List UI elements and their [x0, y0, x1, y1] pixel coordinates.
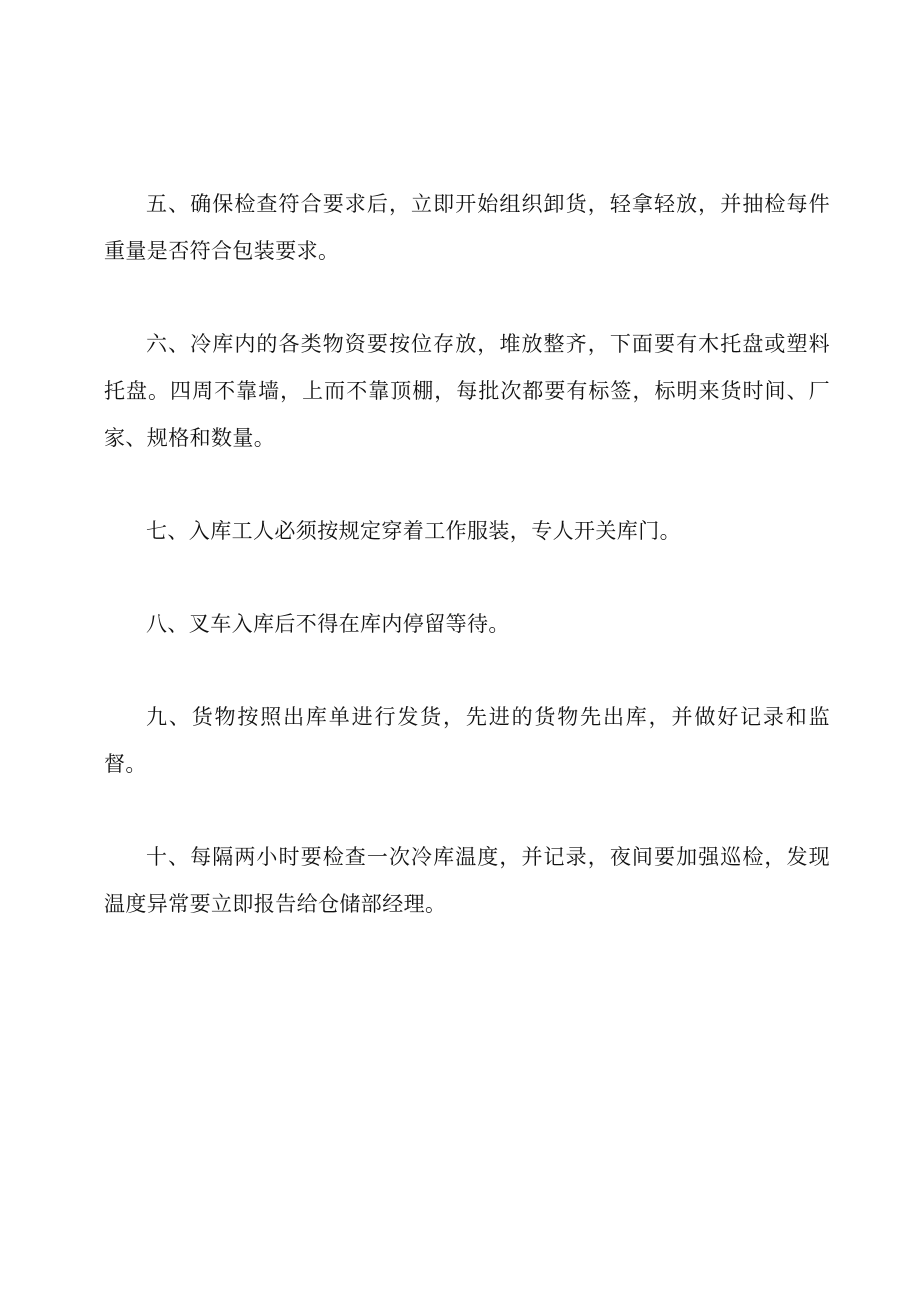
- paragraph-6: 六、冷库内的各类物资要按位存放，堆放整齐，下面要有木托盘或塑料托盘。四周不靠墙，上而不靠顶棚，每批次都要有标签，标明来货时间、厂家、规格和数量。: [104, 332, 830, 450]
- paragraph-8: 八、叉车入库后不得在库内停留等待。: [146, 612, 510, 636]
- paragraph-10: 十、每隔两小时要检查一次冷库温度，并记录，夜间要加强巡检，发现温度异常要立即报告给仓储部经理。: [104, 845, 830, 916]
- document-body: [104, 181, 830, 928]
- paragraph-9: 九、货物按照出库单进行发货，先进的货物先出库，并做好记录和监督。: [104, 705, 830, 776]
- paragraph-5: 五、确保检查符合要求后，立即开始组织卸货，轻拿轻放，并抽检每件重量是否符合包装要求。: [104, 192, 830, 263]
- paragraph-7: 七、入库工人必须按规定穿着工作服装，专人开关库门。: [146, 519, 681, 543]
